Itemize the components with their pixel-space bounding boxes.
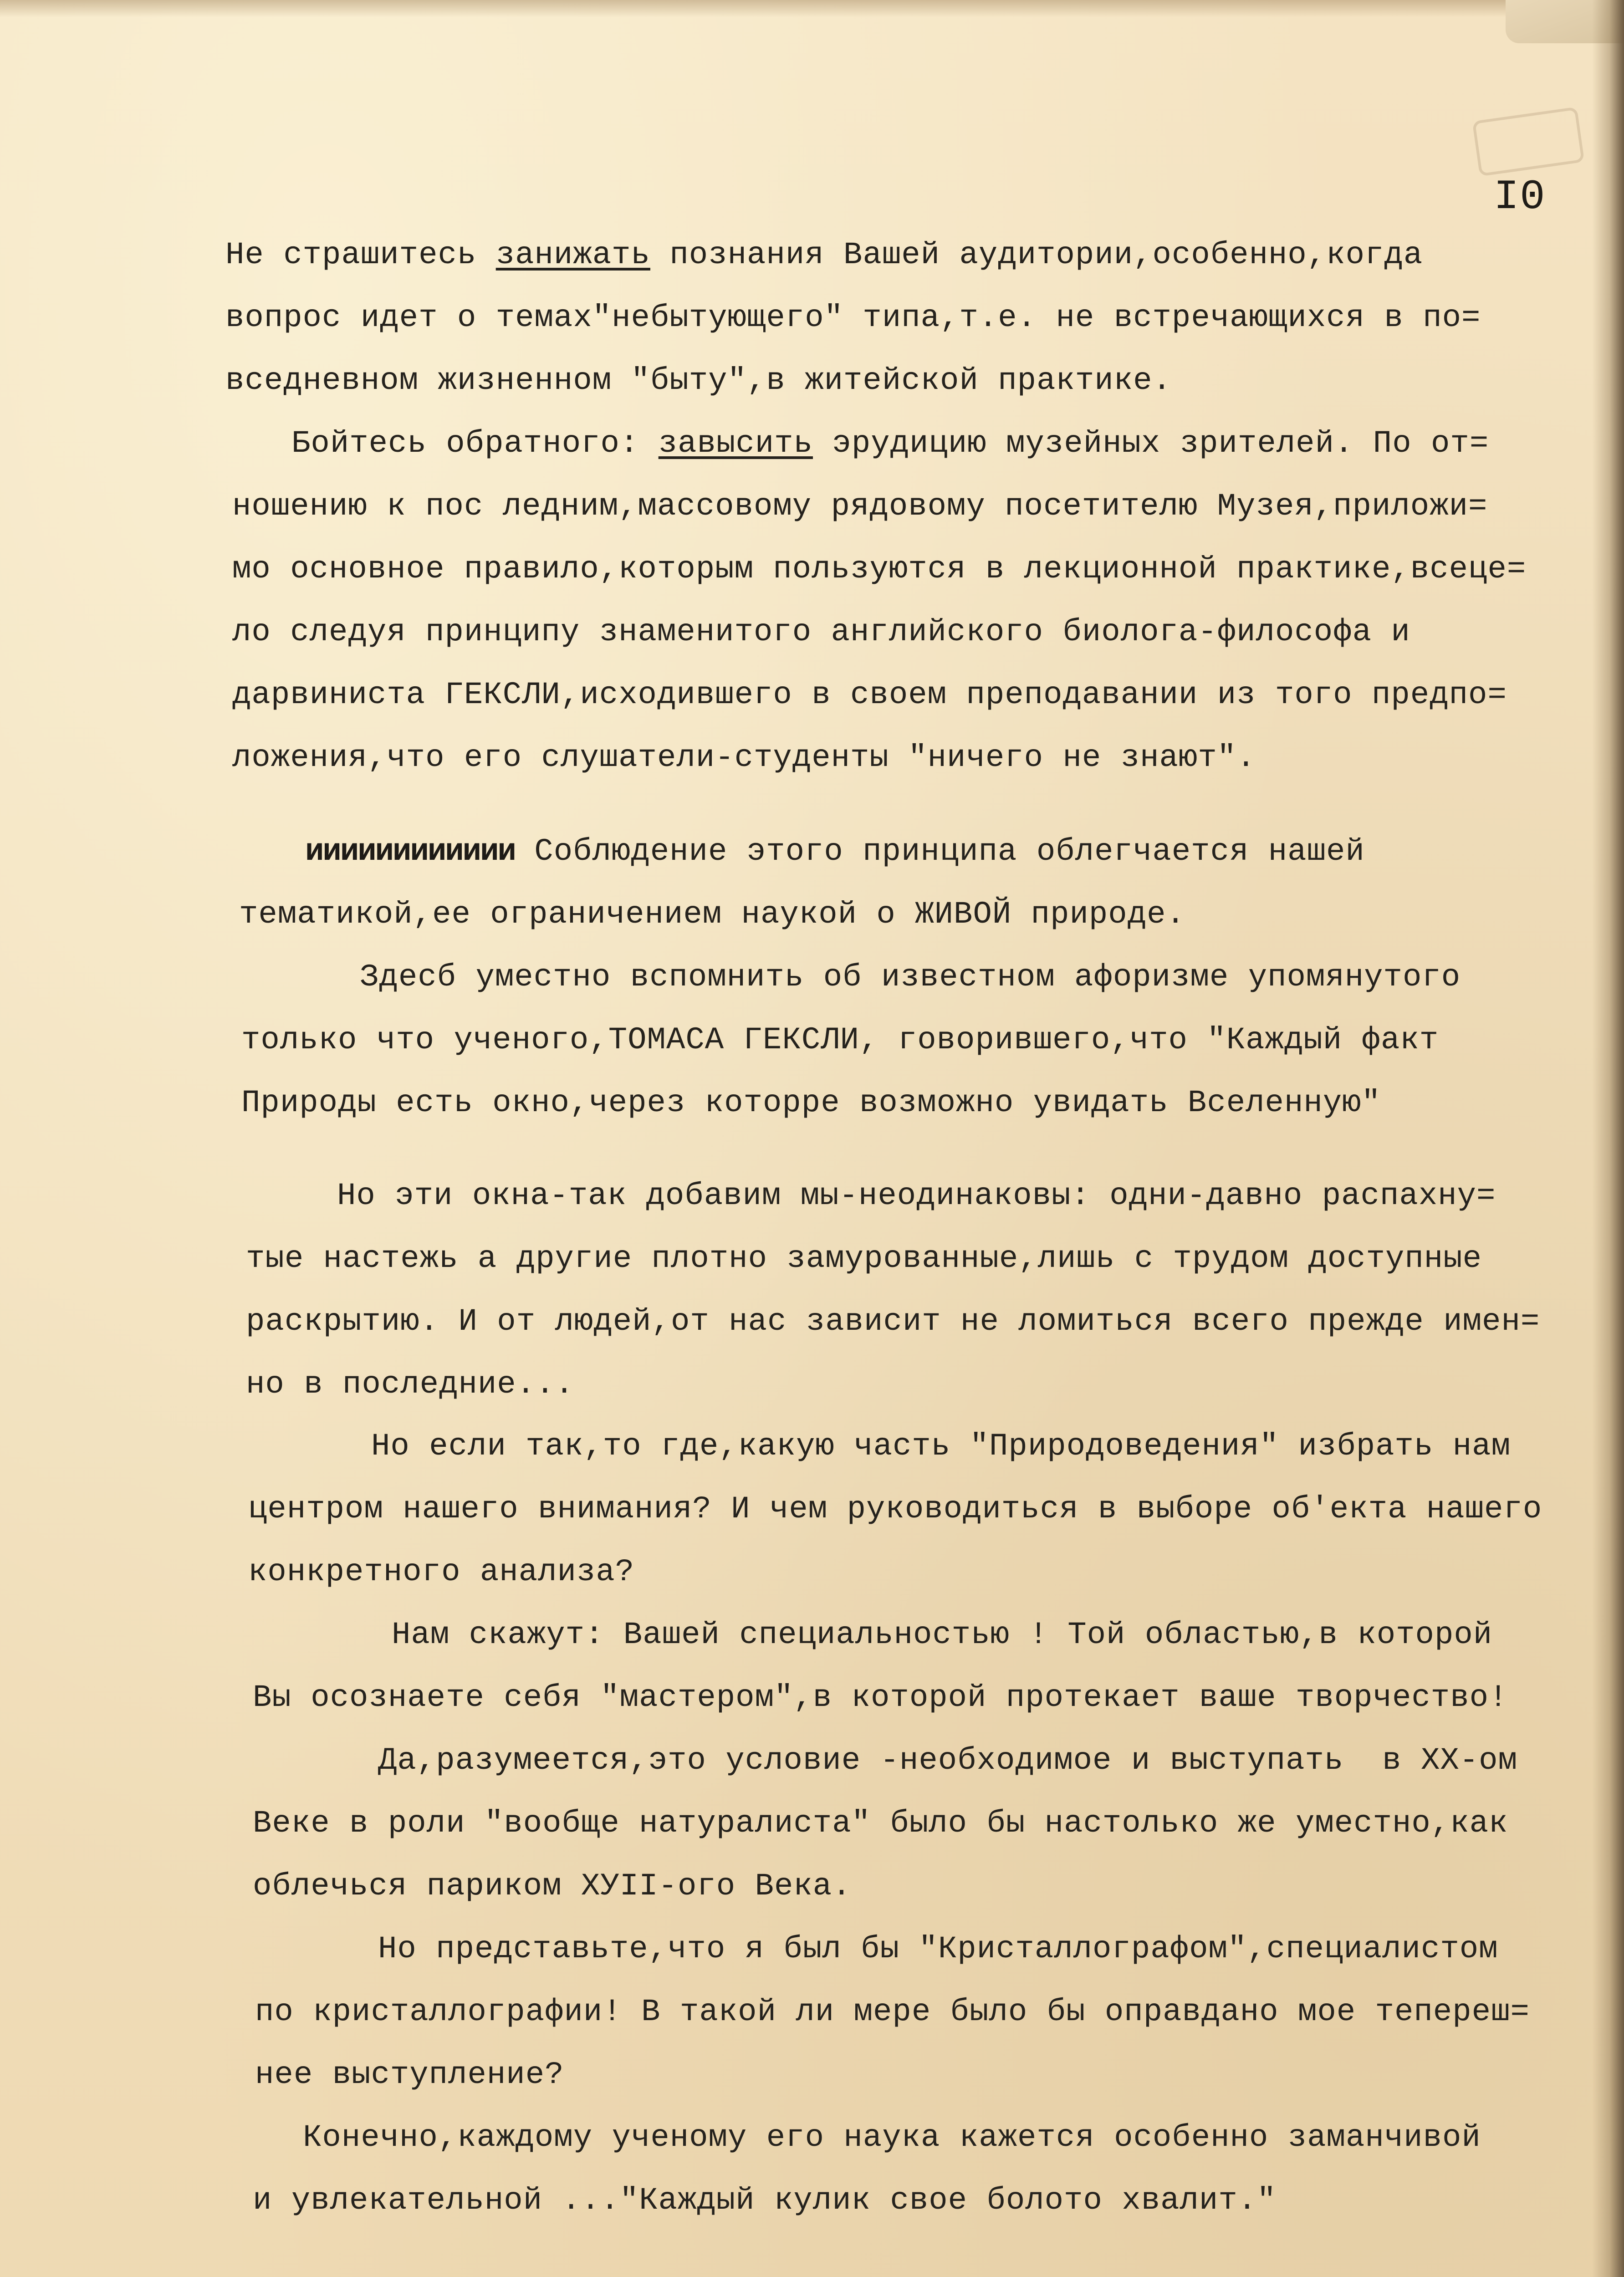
- underlined-word: занижать: [495, 237, 650, 273]
- text-line-4: Бойтесь обратного: завысить эрудицию музейных зрителей. По от=: [291, 426, 1489, 461]
- text-line-7: ло следуя принципу знаменитого английского биолога-философа и: [232, 614, 1410, 650]
- text-line-11: тематикой,ее ограничением наукой о ЖИВОЙ природе.: [239, 897, 1185, 932]
- text-line-26: облечься париком XУII-ого Века.: [253, 1869, 852, 1904]
- text-line-19: Но если так,то где,какую часть "Природоведения" избрать нам: [371, 1429, 1511, 1464]
- text-line-16: тые настежь а другие плотно замурованные,лишь с трудом доступные: [246, 1241, 1482, 1276]
- text-line-9: ложения,что его слушатели-студенты "ничего не знают".: [232, 740, 1256, 776]
- underlined-word: завысить: [658, 426, 813, 461]
- text-line-31: и увлекательной ..."Каждый кулик свое болото хвалит.": [253, 2183, 1277, 2218]
- text-line-29: нее выступление?: [255, 2057, 564, 2093]
- text-line-2: вопрос идет о темах"небытующего" типа,т.е. не встречающихся в по=: [225, 300, 1481, 336]
- text-line-25: Веке в роли "вообще натуралиста" было бы настолько же уместно,как: [253, 1806, 1508, 1841]
- text-line-10: ииииииииииии Соблюдение этого принципа облегчается нашей: [305, 834, 1365, 869]
- text-line-22: Нам скажут: Вашей специальностью ! Той областью,в которой: [392, 1617, 1493, 1653]
- text-line-13: только что ученого,ТОМАСА ГЕКСЛИ, говорившего,что "Каждый факт: [241, 1022, 1439, 1058]
- text-line-20: центром нашего внимания? И чем руководиться в выборе об'екта нашего: [248, 1491, 1542, 1527]
- text-line-8: дарвиниста ГЕКСЛИ,исходившего в своем преподавании из того предпо=: [232, 677, 1507, 713]
- text-line-15: Но эти окна-так добавим мы-неодинаковы: одни-давно распахну=: [337, 1178, 1496, 1214]
- text-line-3: вседневном жизненном "быту",в житейской практике.: [225, 363, 1172, 398]
- text-line-27: Но представьте,что я был бы "Кристаллографом",специалистом: [378, 1931, 1498, 1967]
- text-line-21: конкретного анализа?: [248, 1554, 635, 1590]
- text-line-12: Здесб уместно вспомнить об известном афоризме упомянутого: [360, 960, 1461, 995]
- text-line-5: ношению к пос ледним,массовому рядовому посетителю Музея,приложи=: [232, 489, 1488, 524]
- text-line-23: Вы осознаете себя "мастером",в которой протекает ваше творчество!: [253, 1680, 1508, 1715]
- text-line-30: Конечно,каждому ученому его наука кажется особенно заманчивой: [303, 2120, 1481, 2155]
- text-line-24: Да,разумеется,это условие -необходимое и выступать в XX-ом: [378, 1743, 1517, 1778]
- text-line-6: мо основное правило,которым пользуются в лекционной практике,всеце=: [232, 551, 1527, 587]
- text-line-17: раскрытию. И от людей,от нас зависит не ломиться всего прежде имен=: [246, 1304, 1540, 1339]
- text-line-18: но в последние...: [246, 1367, 574, 1402]
- page-number: I0: [1494, 173, 1546, 221]
- struck-out-text: ииииииииииии: [305, 834, 515, 869]
- text-line-1: Не страшитесь занижать познания Вашей аудитории,особенно,когда: [225, 237, 1423, 273]
- text-line-14: Природы есть окно,через которре возможно увидать Вселенную": [241, 1085, 1381, 1121]
- text-line-28: по кристаллографии! В такой ли мере было бы оправдано мое тепереш=: [255, 1994, 1530, 2030]
